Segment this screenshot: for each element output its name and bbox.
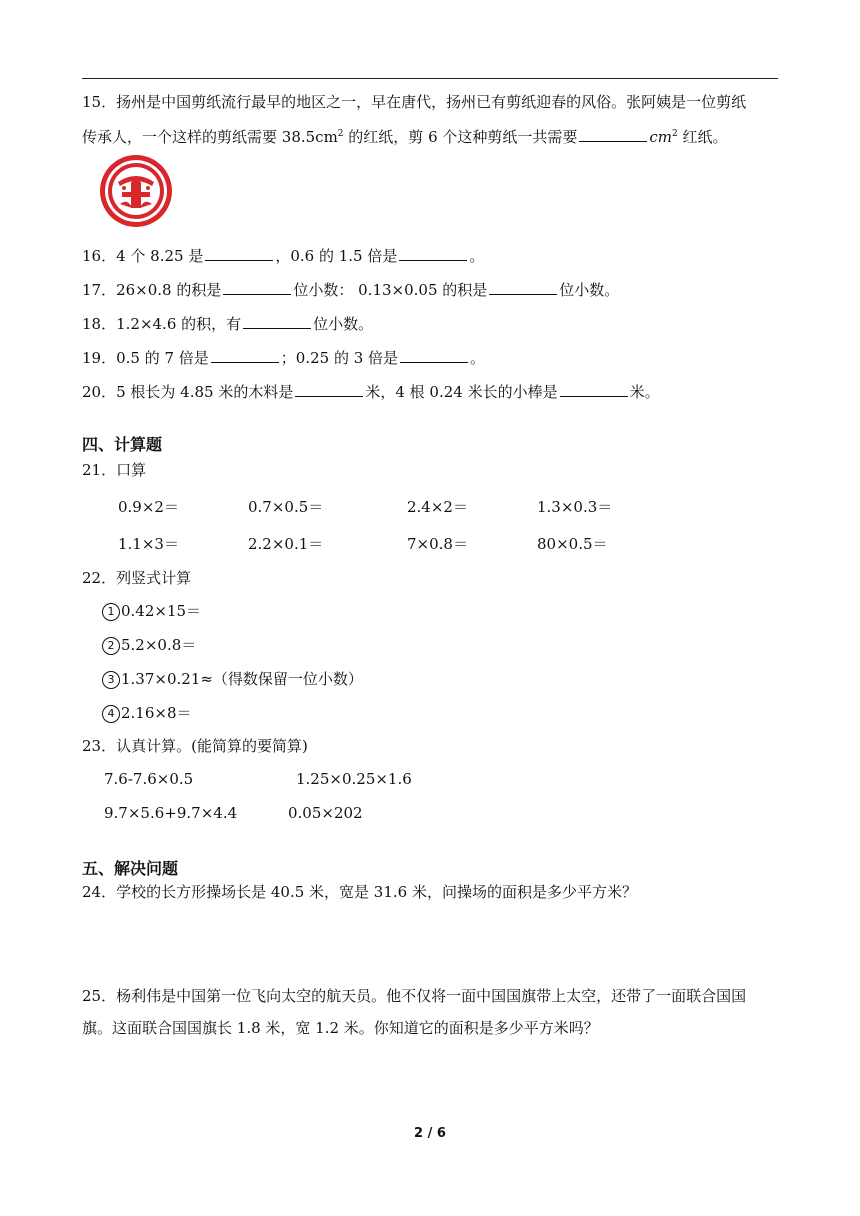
question-22-title: 22．列竖式计算: [82, 569, 192, 587]
question-18: 18．1.2×4.6 的积，有 位小数。: [82, 315, 374, 333]
oral-calc-item: 0.9×2＝: [118, 498, 179, 516]
page-number: 2 / 6: [414, 1126, 446, 1141]
oral-calc-item: 2.2×0.1＝: [248, 535, 324, 553]
question-23-title: 23．认真计算。(能简算的要简算): [82, 737, 308, 755]
circled-number: 4: [102, 705, 120, 723]
oral-calc-item: 1.3×0.3＝: [537, 498, 613, 516]
answer-blank[interactable]: [399, 246, 467, 261]
question-16: 16．4 个 8.25 是 ，0.6 的 1.5 倍是 。: [82, 247, 485, 265]
paper-cut-seal-image: [98, 152, 174, 230]
question-15-line2: 传承人，一个这样的剪纸需要 $38.5cm^2$ 的红纸，剪 6 个这种剪纸一共需要 $cm^2$ 红纸。: [82, 128, 728, 146]
oral-calc-item: 80×0.5＝: [537, 535, 608, 553]
question-25-line2: 旗。这面联合国国旗长 1.8 米，宽 1.2 米。你知道它的面积是多少平方米吗？: [82, 1019, 599, 1037]
answer-blank[interactable]: [400, 348, 468, 363]
circled-number: 3: [102, 671, 120, 689]
vertical-calc-item: 4 2.16×8＝: [102, 702, 192, 723]
top-rule: [82, 78, 778, 79]
answer-blank[interactable]: [295, 382, 363, 397]
oral-calc-item: 1.1×3＝: [118, 535, 179, 553]
vertical-calc-item: 1 0.42×15＝: [102, 600, 201, 621]
circled-number: 1: [102, 603, 120, 621]
question-25-line1: 25．杨利伟是中国第一位飞向太空的航天员。他不仅将一面中国国旗带上太空，还带了一面联合国国: [82, 987, 747, 1005]
question-19: 19．0.5 的 7 倍是 ；0.25 的 3 倍是 。: [82, 349, 486, 367]
simplify-calc-item: 9.7×5.6+9.7×4.4: [104, 804, 238, 822]
simplify-calc-item: 1.25×0.25×1.6: [296, 770, 412, 788]
section-heading-problem-solving: 五、解决问题: [82, 859, 179, 878]
oral-calc-item: 2.4×2＝: [407, 498, 468, 516]
oral-calc-item: 0.7×0.5＝: [248, 498, 324, 516]
question-21-title: 21．口算: [82, 461, 147, 479]
question-17: 17．26×0.8 的积是 位小数： 0.13×0.05 的积是 位小数。: [82, 281, 620, 299]
vertical-calc-item: 2 5.2×0.8＝: [102, 634, 196, 655]
answer-blank[interactable]: [560, 382, 628, 397]
oral-calc-item: 7×0.8＝: [407, 535, 468, 553]
answer-blank[interactable]: [205, 246, 273, 261]
answer-blank[interactable]: [243, 314, 311, 329]
circled-number: 2: [102, 637, 120, 655]
answer-blank[interactable]: [579, 127, 647, 142]
question-24: 24．学校的长方形操场长是 40.5 米，宽是 31.6 米，问操场的面积是多少平方米？: [82, 883, 637, 901]
vertical-calc-item: 3 1.37×0.21≈（得数保留一位小数）: [102, 668, 363, 689]
question-15-line1: 15．扬州是中国剪纸流行最早的地区之一，早在唐代，扬州已有剪纸迎春的风俗。张阿姨是一位剪纸: [82, 93, 747, 111]
answer-blank[interactable]: [489, 280, 557, 295]
answer-blank[interactable]: [223, 280, 291, 295]
answer-blank[interactable]: [211, 348, 279, 363]
simplify-calc-item: 0.05×202: [288, 804, 363, 822]
question-20: 20．5 根长为 4.85 米的木料是 米，4 根 0.24 米长的小棒是 米。: [82, 383, 660, 401]
section-heading-calculation: 四、计算题: [82, 435, 163, 454]
simplify-calc-item: 7.6-7.6×0.5: [104, 770, 194, 788]
